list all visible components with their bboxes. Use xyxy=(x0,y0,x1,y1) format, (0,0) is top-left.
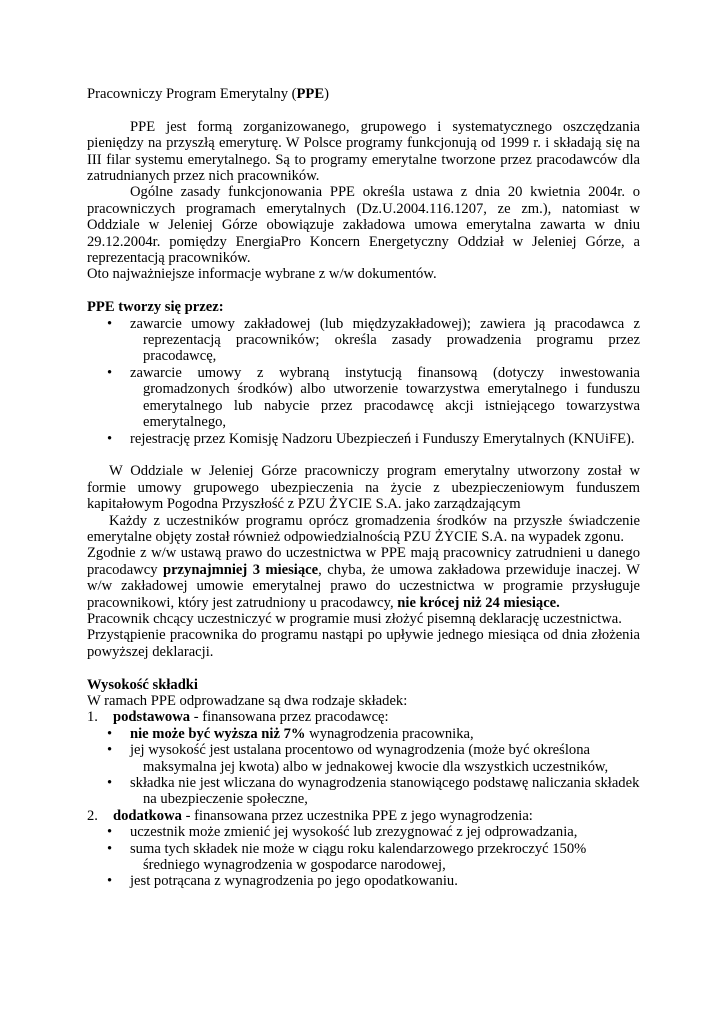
branch-paragraph-3: Zgodnie z w/w ustawą prawo do uczestnictwa w PPE mają pracownicy zatrudnieni u danego pracodawcy przynajmniej 3 miesiące, chyba, że umowa zakładowa przewiduje inaczej. W w/w zakładowej umowie emerytalnej prawo do uczestnictwa w programie przysługuje pracownikowi, który jest zatrudniony u pracodawcy, nie krócej niż 24 miesiące. xyxy=(87,545,640,611)
contribution-types-list xyxy=(87,709,640,889)
bullet-icon: • xyxy=(107,873,113,890)
branch-paragraph-5: Przystąpienie pracownika do programu nastąpi po upływie jednego miesiąca od dnia złożenia powyższej deklaracji. xyxy=(87,627,640,660)
bullet-icon: • xyxy=(107,742,113,759)
list-item: • jest potrącana z wynagrodzenia po jego opodatkowaniu. xyxy=(107,873,458,890)
list-item: • zawarcie umowy z wybraną instytucją finansową (dotyczy inwestowania gromadzonych środków) albo utworzenie towarzystwa emerytalnego i funduszu emerytalnego lub nabycie przez pracodawcę akcji istniejącego towarzystwa emerytalnego, xyxy=(107,364,640,431)
intro-paragraph-3: Oto najważniejsze informacje wybrane z w/w dokumentów. xyxy=(87,266,437,283)
document-page xyxy=(87,86,640,890)
branch-paragraph-1: W Oddziale w Jeleniej Górze pracowniczy program emerytalny utworzony został w formie umowy grupowego ubezpieczenia na życie z ubezpieczeniowym funduszem kapitałowym Pogodna Przyszłość z PZU ŻYCIE S.A. jako zarządzającym xyxy=(87,463,640,513)
document-title: Pracowniczy Program Emerytalny (PPE) xyxy=(87,86,329,102)
creation-list xyxy=(87,316,640,447)
bullet-icon: • xyxy=(107,430,113,447)
branch-paragraph-2: Każdy z uczestników programu oprócz gromadzenia środków na przyszłe świadczenie emerytalne objęty został również odpowiedzialnością PZU ŻYCIE S.A. na wypadek zgonu. xyxy=(87,512,640,545)
bullet-icon: • xyxy=(107,824,113,841)
list-item: • zawarcie umowy zakładowej (lub międzyzakładowej); zawiera ją pracodawca z reprezentacją pracowników; określa zasady prowadzenia programu przez pracodawcę, xyxy=(107,315,640,365)
list-item: • składka nie jest wliczana do wynagrodzenia stanowiącego podstawę naliczania składek na ubezpieczenie społeczne, xyxy=(107,775,640,808)
list-item: • jej wysokość jest ustalana procentowo od wynagrodzenia (może być określona maksymalna jej kwota) albo w jednakowej kwocie dla wszystkich uczestników, xyxy=(107,742,609,775)
branch-paragraph-4: Pracownik chcący uczestniczyć w programie musi złożyć pisemną deklarację uczestnictwa. xyxy=(87,610,622,627)
contribution-intro: W ramach PPE odprowadzane są dwa rodzaje składek: xyxy=(87,692,408,709)
additional-contribution-list xyxy=(87,824,640,890)
bullet-icon: • xyxy=(107,364,113,381)
list-item: 1. podstawowa - finansowana przez pracodawcę: • nie może być wyższa niż 7% wynagrodzenia pracownika, • jej wysokość jest ustalana procentowo od wynagrodzenia (może być określona maksymalna jej kwota) albo w jednakowej kwocie dla wszystkich uczestników, • składka nie jest wliczana do wynagrodzenia stanowiącego podstawę naliczania składek na ubezpieczenie społeczne, xyxy=(87,709,640,808)
list-item: 2. dodatkowa - finansowana przez uczestnika PPE z jego wynagrodzenia: • uczestnik może zmienić jej wysokość lub zrezygnować z jej odprowadzania, • suma tych składek nie może w ciągu roku kalendarzowego przekroczyć 150% średniego wynagrodzenia w gospodarce narodowej, • jest potrącana z wynagrodzenia po jego opodatkowaniu. xyxy=(87,808,640,890)
list-item: • suma tych składek nie może w ciągu roku kalendarzowego przekroczyć 150% średniego wynagrodzenia w gospodarce narodowej, xyxy=(107,840,587,874)
intro-paragraph-1: PPE jest formą zorganizowanego, grupowego i systematycznego oszczędzania pieniędzy na przyszłą emeryturę. W Polsce programy funkcjonują od 1999 r. i składają się na III filar systemu emerytalnego. Są to programy emerytalne tworzone przez pracodawców dla zatrudnianych przez nich pracowników. xyxy=(87,118,640,185)
list-item: • uczestnik może zmienić jej wysokość lub zrezygnować z jej odprowadzania, xyxy=(107,824,578,841)
intro-paragraph-2: Ogólne zasady funkcjonowania PPE określa ustawa z dnia 20 kwietnia 2004r. o pracowniczych programach emerytalnych (Dz.U.2004.116.1207, ze zm.), natomiast w Oddziale w Jeleniej Górze obowiązuje zakładowa umowa emerytalna zawarta w dniu 29.12.2004r. pomiędzy EnergiaPro Koncern Energetyczny Oddział w Jeleniej Górze, a reprezentacją pracowników. xyxy=(87,184,640,267)
creation-heading: PPE tworzy się przez: xyxy=(87,299,224,316)
bullet-icon: • xyxy=(107,725,113,742)
basic-contribution-list xyxy=(87,726,640,808)
bullet-icon: • xyxy=(107,840,113,857)
bullet-icon: • xyxy=(107,775,113,791)
bullet-icon: • xyxy=(107,315,113,332)
contribution-heading: Wysokość składki xyxy=(87,676,198,693)
list-item: • nie może być wyższa niż 7% wynagrodzenia pracownika, xyxy=(107,725,474,742)
list-item: • rejestrację przez Komisję Nadzoru Ubezpieczeń i Funduszy Emerytalnych (KNUiFE). xyxy=(107,430,635,447)
